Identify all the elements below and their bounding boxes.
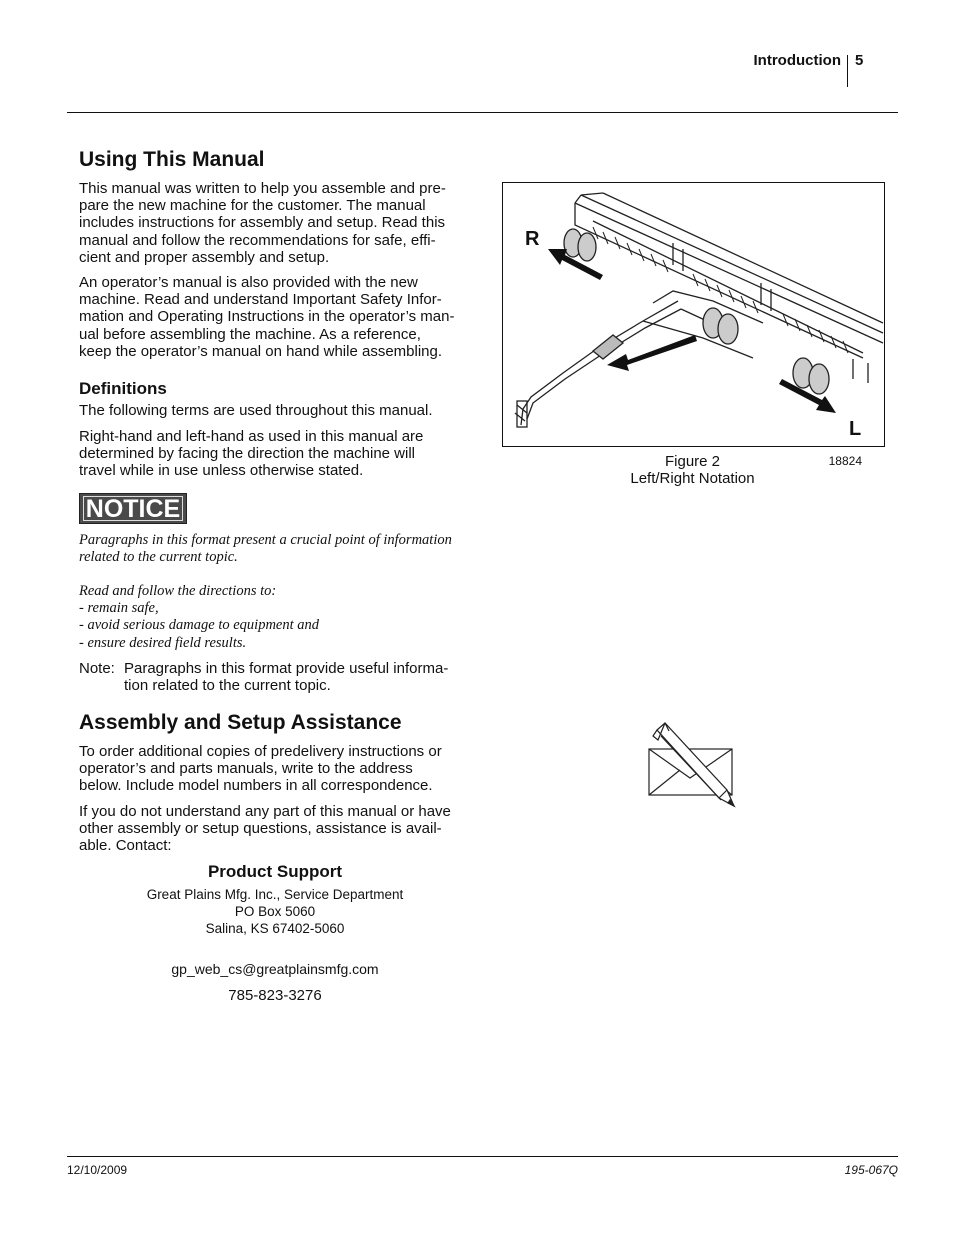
figure-title: Figure 2 xyxy=(664,453,721,470)
footer-document-number: 195-067Q xyxy=(844,1163,898,1177)
text-line: manual and follow the recommendations for safe, effi- xyxy=(79,231,436,249)
address-line: Salina, KS 67402-5060 xyxy=(205,921,345,936)
support-address xyxy=(79,886,471,937)
footer-date: 12/10/2009 xyxy=(67,1163,128,1177)
support-title: Product Support xyxy=(207,862,343,881)
figure-caption xyxy=(600,453,785,487)
notice-paragraph-2 xyxy=(79,583,471,652)
definitions-section xyxy=(79,379,471,399)
header-separator xyxy=(847,55,848,87)
page-number: 5 xyxy=(855,52,864,69)
text-line: includes instructions for assembly and setup. Read this xyxy=(79,214,446,232)
text-line: machine. Read and understand Important Safety Infor- xyxy=(79,291,442,309)
text-line: travel while in use unless otherwise stated. xyxy=(79,462,364,480)
address-line: PO Box 5060 xyxy=(234,904,316,919)
notice-badge xyxy=(79,493,187,524)
text-line: Read and follow the directions to: xyxy=(79,583,277,599)
note-label: Note: xyxy=(79,660,115,677)
figure-2-frame xyxy=(502,182,885,447)
text-line: ual before assembling the machine. As a reference, xyxy=(79,325,421,343)
using-manual-title: Using This Manual xyxy=(79,148,265,171)
text-line: tion related to the current topic. xyxy=(124,677,331,695)
notice-label: NOTICE xyxy=(83,496,183,521)
text-line: To order additional copies of predelivery instructions or xyxy=(79,743,442,760)
text-line: able. Contact: xyxy=(79,837,172,855)
notice-paragraph-1 xyxy=(79,532,471,566)
text-line: - avoid serious damage to equipment and xyxy=(79,617,320,634)
text-line: cient and proper assembly and setup. xyxy=(79,248,330,266)
address-line: Great Plains Mfg. Inc., Service Department xyxy=(146,887,404,902)
assistance-section xyxy=(79,711,471,735)
text-line: This manual was written to help you assemble and pre- xyxy=(79,180,446,197)
assistance-paragraph-1 xyxy=(79,743,471,795)
text-line: An operator’s manual is also provided with the new xyxy=(79,274,418,291)
assistance-title: Assembly and Setup Assistance xyxy=(79,711,402,734)
right-label: R xyxy=(525,228,540,250)
seed-drill-illustration xyxy=(503,183,884,446)
using-manual-paragraph-1 xyxy=(79,180,471,266)
text-line: The following terms are used throughout this manual. xyxy=(79,402,433,419)
text-line: mation and Operating Instructions in the operator’s man- xyxy=(79,308,455,326)
text-line: keep the operator’s manual on hand while assembling. xyxy=(79,342,443,360)
using-manual-paragraph-2 xyxy=(79,274,471,360)
definitions-title: Definitions xyxy=(79,379,167,398)
text-line: Paragraphs in this format present a crucial point of information xyxy=(79,532,452,548)
text-line: below. Include model numbers in all correspondence. xyxy=(79,777,433,795)
left-label: L xyxy=(849,418,862,440)
text-line: If you do not understand any part of this manual or have xyxy=(79,803,451,820)
text-line: Right-hand and left-hand as used in this manual are xyxy=(79,428,424,445)
envelope-pencil-icon xyxy=(645,720,740,812)
text-line: determined by facing the direction the machine will xyxy=(79,445,416,463)
text-line: other assembly or setup questions, assistance is avail- xyxy=(79,820,442,838)
definitions-paragraph-1 xyxy=(79,402,471,419)
text-line: - remain safe, xyxy=(79,600,159,617)
using-manual-section xyxy=(79,148,471,172)
footer-rule xyxy=(67,1156,898,1157)
support-email[interactable]: gp_web_cs@greatplainsmfg.com xyxy=(171,961,379,977)
text-line: related to the current topic. xyxy=(79,549,238,566)
definitions-paragraph-2 xyxy=(79,428,471,480)
text-line: - ensure desired field results. xyxy=(79,634,247,651)
assistance-paragraph-2 xyxy=(79,803,471,855)
text-line: pare the new machine for the customer. The manual xyxy=(79,197,426,215)
figure-description: Left/Right Notation xyxy=(630,470,755,488)
header-rule xyxy=(67,112,898,113)
support-block xyxy=(79,862,471,882)
text-line: Paragraphs in this format provide useful informa- xyxy=(124,660,449,677)
support-phone: 785-823-3276 xyxy=(228,987,322,1004)
figure-part-number: 18824 xyxy=(828,454,862,468)
header-section-title: Introduction xyxy=(753,52,841,69)
text-line: operator’s and parts manuals, write to the address xyxy=(79,760,413,778)
note-text xyxy=(124,660,469,694)
